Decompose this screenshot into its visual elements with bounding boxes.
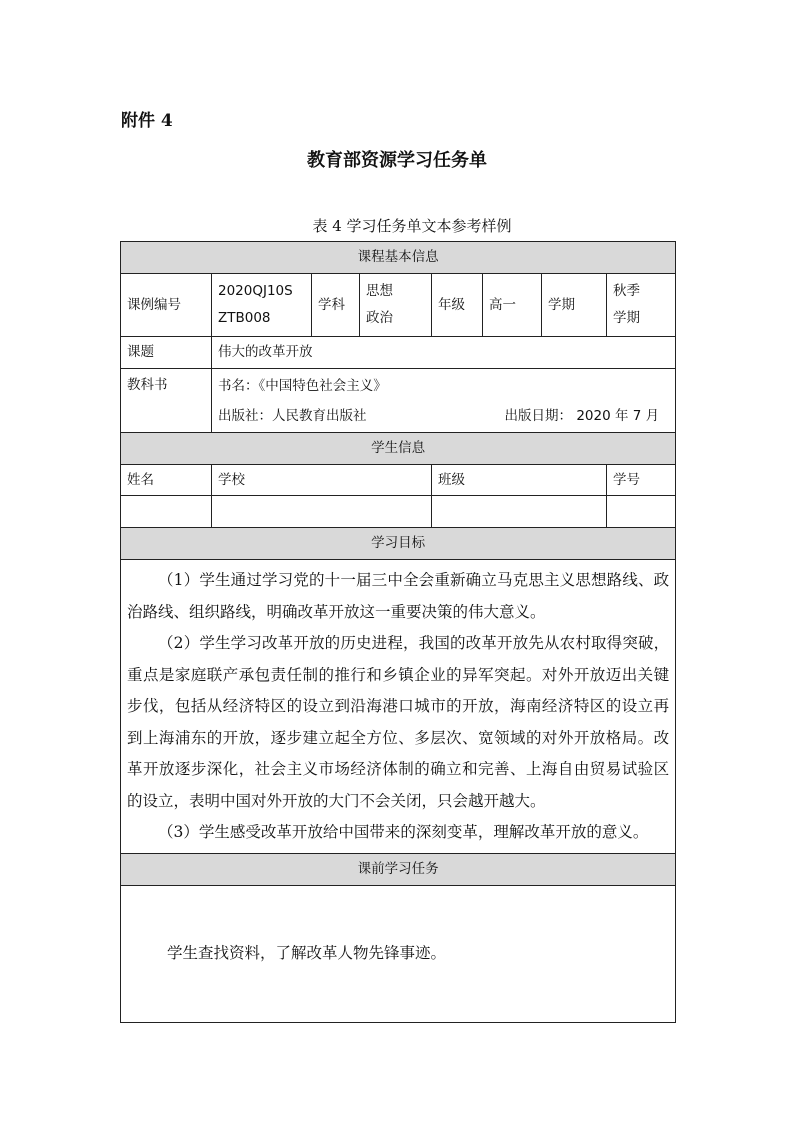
student-label-row — [121, 465, 676, 496]
id-field[interactable] — [607, 496, 676, 528]
table-caption: 表 4 学习任务单文本参考样例 — [312, 217, 512, 235]
student-info-header-row — [121, 433, 676, 465]
pre-task-row — [121, 885, 676, 1022]
term-label: 学期 — [542, 274, 607, 337]
subject-line-1: 思想 — [366, 283, 393, 299]
topic-value: 伟大的改革开放 — [212, 337, 676, 369]
goals-row — [121, 560, 676, 854]
pre-task-header: 课前学习任务 — [121, 853, 676, 885]
pre-task-content: 学生查找资料，了解改革人物先锋事迹。 — [121, 885, 676, 1022]
goal-item-2: （2）学生学习改革开放的历史进程，我国的改革开放先从农村取得突破，重点是家庭联产承包责任制的推行和乡镇企业的异军突起。对外开放迈出关键步伐，包括从经济特区的设立到沿海港口城市的开放，海南经济特区的设立再到上海浦东的开放，逐步建立起全方位、多层次、宽领域的对外开放格局。改革开放逐步深化，社会主义市场经济体制的确立和完善、上海自由贸易试验区的设立，表明中国对外开放的大门不会关闭，只会越开越大。 — [127, 634, 670, 810]
goal-item-1: （1）学生通过学习党的十一届三中全会重新确立马克思主义思想路线、政治路线、组织路线，明确改革开放这一重要决策的伟大意义。 — [127, 571, 670, 621]
school-label: 学校 — [212, 465, 432, 496]
attachment-label: 附件 4 — [121, 111, 173, 131]
student-input-row — [121, 496, 676, 528]
name-field[interactable] — [121, 496, 212, 528]
class-label: 班级 — [432, 465, 607, 496]
topic-label: 课题 — [121, 337, 212, 369]
goals-header: 学习目标 — [121, 528, 676, 560]
code-value — [212, 274, 312, 337]
pre-task-header-row — [121, 853, 676, 885]
term-line-2: 学期 — [613, 310, 640, 326]
code-label: 课例编号 — [121, 274, 212, 337]
document-title: 教育部资源学习任务单 — [307, 150, 487, 171]
grade-value: 高一 — [483, 274, 542, 337]
subject-label: 学科 — [312, 274, 360, 337]
topic-row — [121, 337, 676, 369]
grade-label: 年级 — [432, 274, 483, 337]
subject-value — [360, 274, 432, 337]
code-line-2: ZTB008 — [218, 310, 271, 326]
subject-line-2: 政治 — [366, 310, 393, 326]
course-meta-row — [121, 274, 676, 337]
publish-date: 出版日期： 2020 年 7 月 — [504, 407, 660, 424]
publisher: 出版社：人民教育出版社 — [218, 407, 367, 424]
course-info-header-row — [121, 242, 676, 274]
goals-header-row — [121, 528, 676, 560]
id-label: 学号 — [607, 465, 676, 496]
student-info-header: 学生信息 — [121, 433, 676, 465]
course-info-header: 课程基本信息 — [121, 242, 676, 274]
term-line-1: 秋季 — [613, 283, 640, 299]
goal-item-3: （3）学生感受改革开放给中国带来的深刻变革，理解改革开放的意义。 — [158, 823, 649, 841]
textbook-value — [212, 369, 676, 433]
class-field[interactable] — [432, 496, 607, 528]
task-sheet-table — [120, 241, 676, 1023]
goals-content — [121, 560, 676, 854]
textbook-row — [121, 369, 676, 433]
term-value — [607, 274, 676, 337]
book-name: 书名：《中国特色社会主义》 — [218, 377, 387, 394]
code-line-1: 2020QJ10S — [218, 283, 293, 299]
textbook-label: 教科书 — [121, 369, 212, 433]
name-label: 姓名 — [121, 465, 212, 496]
school-field[interactable] — [212, 496, 432, 528]
